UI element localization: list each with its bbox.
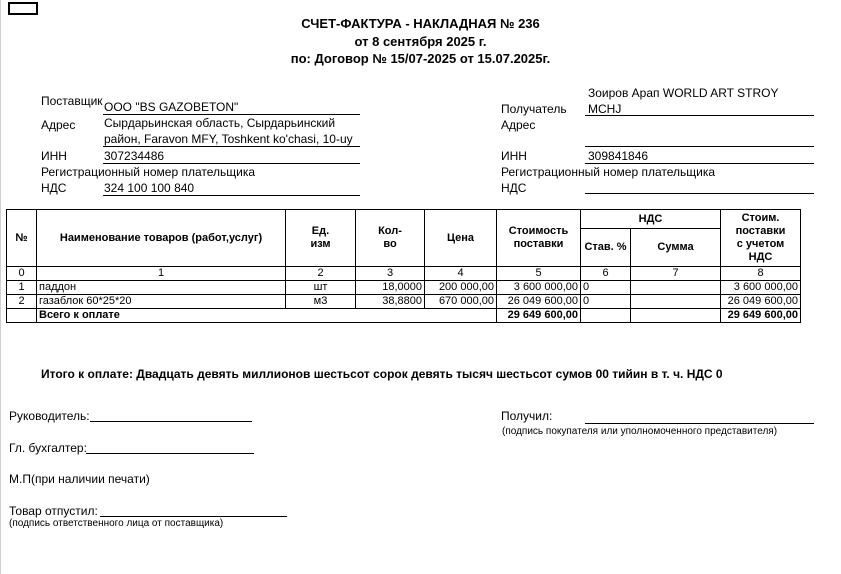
supplier-vat-underline bbox=[103, 195, 360, 196]
row-vat-rate: 0 bbox=[581, 295, 631, 309]
buyer-address-underline bbox=[585, 146, 814, 147]
buyer-name-line2: MCHJ bbox=[588, 102, 622, 116]
invoice-table bbox=[6, 209, 801, 323]
director-label: Руководитель: bbox=[9, 409, 90, 423]
buyer-inn-label: ИНН bbox=[501, 149, 527, 163]
colnum-cell: 2 bbox=[286, 267, 356, 281]
supplier-name-underline bbox=[103, 114, 360, 115]
accountant-signature-line bbox=[86, 453, 254, 454]
colnum-cell: 5 bbox=[497, 267, 581, 281]
active-cell-selection[interactable] bbox=[8, 2, 38, 15]
header-num: № bbox=[7, 210, 37, 267]
supplier-inn-label: ИНН bbox=[41, 149, 67, 163]
supplier-vat-label: НДС bbox=[41, 181, 67, 195]
supplier-name: ООО "BS GAZOBETON" bbox=[104, 100, 239, 114]
released-signature-line bbox=[100, 516, 287, 517]
header-name: Наименование товаров (работ,услуг) bbox=[37, 210, 286, 267]
sheet-left-gridline bbox=[0, 0, 1, 574]
header-price: Цена bbox=[425, 210, 497, 267]
colnum-cell: 3 bbox=[356, 267, 425, 281]
table-row bbox=[7, 295, 801, 309]
row-name: газаблок 60*25*20 bbox=[37, 295, 286, 309]
header-vat-rate: Став. % bbox=[581, 229, 631, 267]
supplier-inn: 307234486 bbox=[104, 149, 165, 163]
total-empty-cell bbox=[7, 309, 37, 323]
supplier-reg-label: Регистрационный номер плательщика bbox=[41, 165, 256, 179]
buyer-vat-label: НДС bbox=[501, 181, 527, 195]
row-cost: 26 049 600,00 bbox=[497, 295, 581, 309]
colnum-cell: 0 bbox=[7, 267, 37, 281]
total-vat-sum-empty bbox=[631, 309, 721, 323]
supplier-vat: 324 100 100 840 bbox=[104, 181, 195, 195]
colnum-cell: 4 bbox=[425, 267, 497, 281]
row-total: 26 049 600,00 bbox=[721, 295, 801, 309]
buyer-label: Получатель bbox=[501, 102, 567, 116]
colnum-cell: 6 bbox=[581, 267, 631, 281]
row-vat-sum bbox=[631, 281, 721, 295]
buyer-reg-label: Регистрационный номер плательщика bbox=[501, 165, 716, 179]
buyer-name-line1: Зоиров Арап WORLD ART STROY bbox=[588, 86, 779, 100]
row-num: 1 bbox=[7, 281, 37, 295]
released-label: Товар отпустил: bbox=[9, 504, 98, 518]
table-total-row bbox=[7, 309, 801, 323]
supplier-address-line1: Сырдарьинская область, Сырдарьинский bbox=[104, 116, 336, 130]
amount-in-words: Итого к оплате: Двадцать девять миллионов шестьсот сорок девять тысяч шестьсот сумов 00 тийин в т. ч. НДС 0 bbox=[41, 367, 723, 381]
document-date: от 8 сентября 2025 г. bbox=[354, 34, 487, 49]
total-with-vat: 29 649 600,00 bbox=[721, 309, 801, 323]
released-note: (подпись ответственного лица от поставщика) bbox=[9, 518, 224, 529]
total-cost: 29 649 600,00 bbox=[497, 309, 581, 323]
supplier-inn-underline bbox=[103, 163, 360, 164]
document-title: СЧЕТ-ФАКТУРА - НАКЛАДНАЯ № 236 bbox=[301, 16, 540, 31]
header-vat-sum: Сумма bbox=[631, 229, 721, 267]
header-qty: Кол- во bbox=[356, 210, 425, 267]
row-qty: 18,0000 bbox=[356, 281, 425, 295]
stamp-label: М.П(при наличии печати) bbox=[9, 472, 150, 486]
supplier-address-underline bbox=[103, 146, 360, 147]
row-price: 670 000,00 bbox=[425, 295, 497, 309]
total-label: Всего к оплате bbox=[37, 309, 497, 323]
header-total: Стоим. поставки с учетом НДС bbox=[721, 210, 801, 267]
row-cost: 3 600 000,00 bbox=[497, 281, 581, 295]
received-label: Получил: bbox=[501, 409, 553, 423]
document-contract: по: Договор № 15/07-2025 от 15.07.2025г. bbox=[290, 51, 551, 66]
received-signature-line bbox=[585, 423, 814, 424]
buyer-inn: 309841846 bbox=[588, 149, 649, 163]
buyer-vat-underline bbox=[585, 193, 814, 194]
row-unit: м3 bbox=[286, 295, 356, 309]
header-vat: НДС bbox=[581, 210, 721, 229]
header-cost: Стоимость поставки bbox=[497, 210, 581, 267]
colnum-cell: 7 bbox=[631, 267, 721, 281]
table-row bbox=[7, 281, 801, 295]
director-signature-line bbox=[90, 421, 252, 422]
row-unit: шт bbox=[286, 281, 356, 295]
buyer-address-label: Адрес bbox=[501, 118, 536, 132]
row-name: паддон bbox=[37, 281, 286, 295]
accountant-label: Гл. бухгалтер: bbox=[9, 441, 87, 455]
row-qty: 38,8800 bbox=[356, 295, 425, 309]
total-vat-rate-empty bbox=[581, 309, 631, 323]
row-total: 3 600 000,00 bbox=[721, 281, 801, 295]
row-num: 2 bbox=[7, 295, 37, 309]
buyer-name-underline bbox=[585, 115, 814, 116]
colnum-cell: 8 bbox=[721, 267, 801, 281]
row-vat-sum bbox=[631, 295, 721, 309]
supplier-label: Поставщик bbox=[41, 94, 103, 108]
row-price: 200 000,00 bbox=[425, 281, 497, 295]
colnum-cell: 1 bbox=[37, 267, 286, 281]
header-unit: Ед. изм bbox=[286, 210, 356, 267]
row-vat-rate: 0 bbox=[581, 281, 631, 295]
received-note: (подпись покупателя или уполномоченного представителя) bbox=[502, 426, 778, 437]
buyer-inn-underline bbox=[585, 163, 814, 164]
supplier-address-label: Адрес bbox=[41, 118, 76, 132]
table-header-row bbox=[7, 210, 801, 229]
supplier-address-line2: район, Faravon MFY, Toshkent ko'chasi, 10-uy bbox=[104, 132, 353, 146]
table-colnum-row bbox=[7, 267, 801, 281]
